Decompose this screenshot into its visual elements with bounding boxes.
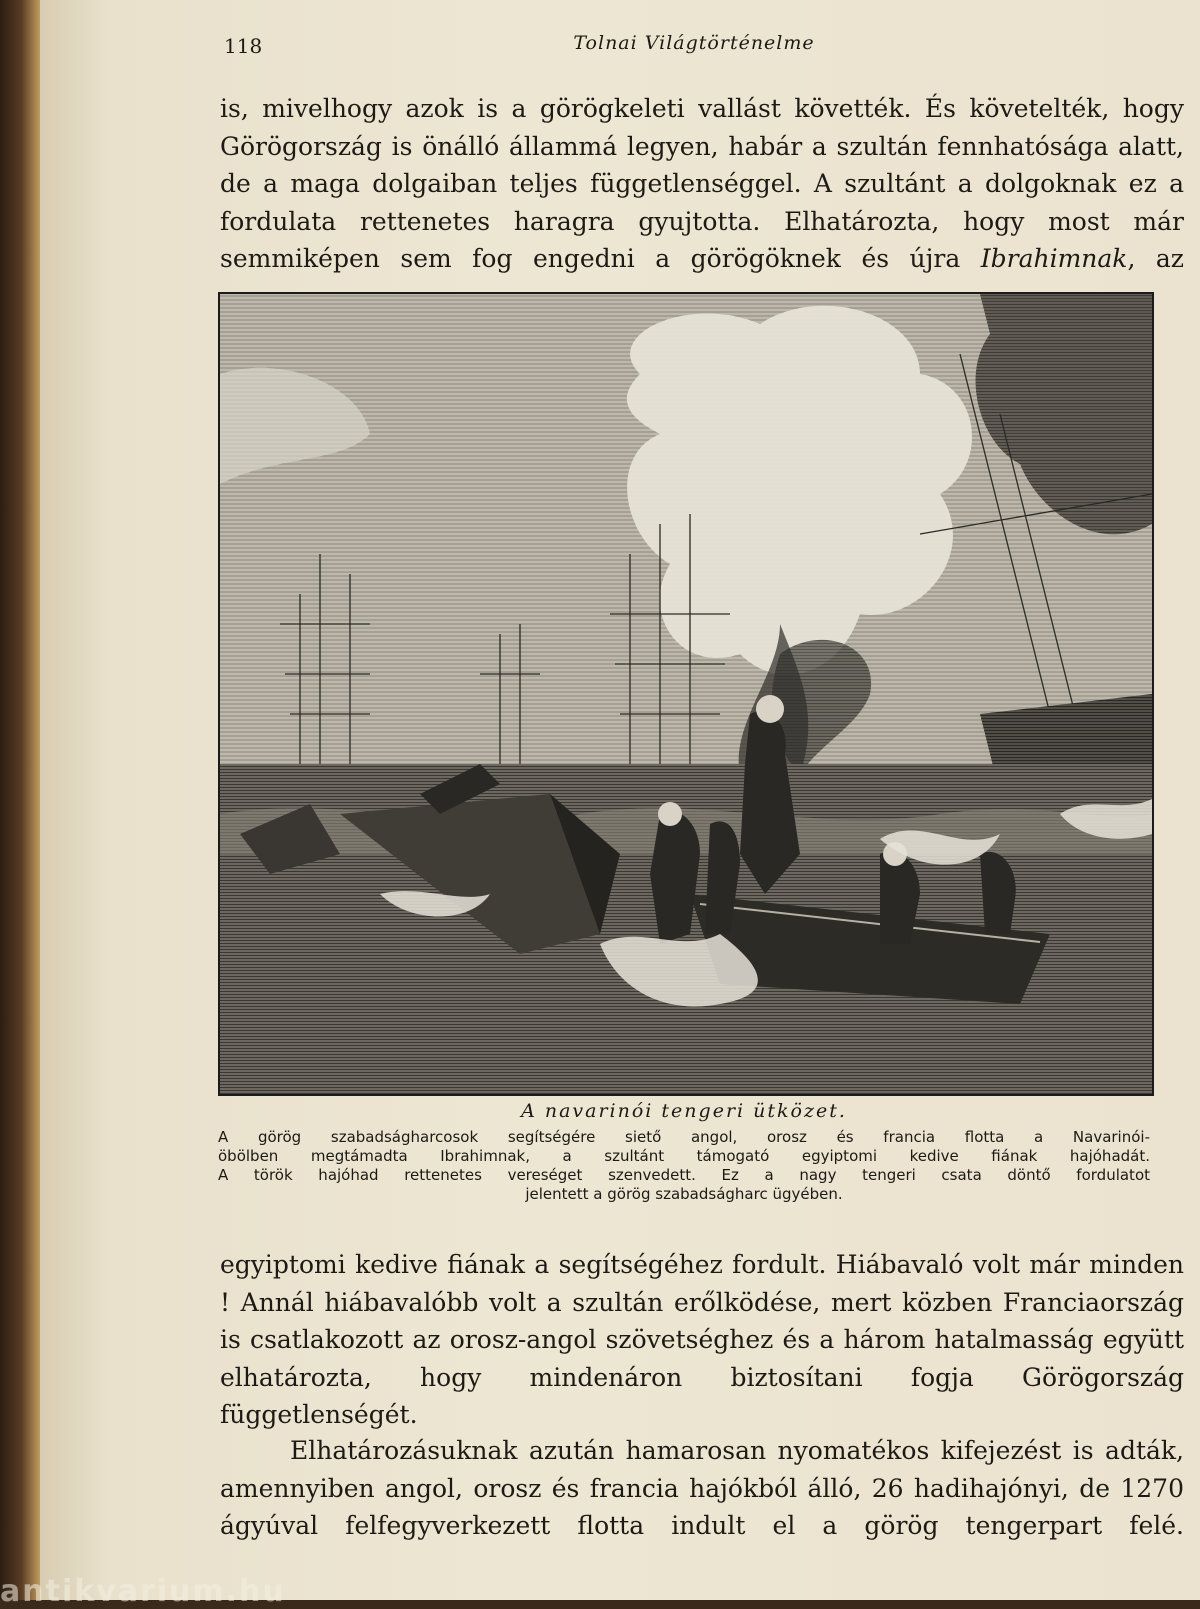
paragraph-2: egyiptomi kedive fiának a segítségéhez fordult. Hiábavaló volt már minden ! Annál hiábavalóbb volt a szultán erőlködése, mert közben Franciaország is csatlakozott az orosz-angol szövetséghez és a három hatalmasság együtt elhatározta, hogy mindenáron biztosítani fogja Görögország függetlenségét. <box>220 1250 1184 1429</box>
caption-line: öbölben megtámadta Ibrahimnak, a szultánt támogató egyiptomi kedive fiának hajóhadát. <box>218 1147 1150 1165</box>
paragraph-1-italic-name: Ibrahimnak <box>980 244 1128 273</box>
page-number: 118 <box>224 34 263 58</box>
paragraph-1-tail: , az <box>1127 244 1184 273</box>
caption-line: A görög szabadságharcosok segítségére siető angol, orosz és francia flotta a Navarinói- <box>218 1128 1150 1146</box>
page-header <box>224 34 1164 68</box>
watermark-text: antikvarium.hu <box>0 1574 286 1609</box>
book-page <box>40 0 1200 1600</box>
figure-caption-title: A navarinói tengeri ütközet. <box>521 1100 847 1122</box>
paragraph-1 <box>220 90 1184 278</box>
running-title: Tolnai Világtörténelme <box>573 32 815 54</box>
paragraph-1-text: is, mivelhogy azok is a görögkeleti vallást követték. És követelték, hogy Görögország is önálló állammá legyen, habár a szultán fennhatósága alatt, de a maga dolgaiban teljes függetlenséggel. A szultánt a dolgoknak ez a fordulata rettenetes haragra gyujtotta. Elhatározta, hogy most már semmiképen sem fog engedni a görögöknek és újra <box>220 94 1184 273</box>
naval-battle-engraving <box>220 294 1152 1094</box>
paragraph-3: Elhatározásuknak azután hamarosan nyomatékos kifejezést is adták, amennyiben angol, orosz és francia hajókból álló, 26 hadihajónyi, de 1270 ágyúval felfegyverkezett flotta indult el a görög tengerpart felé. <box>220 1436 1184 1540</box>
caption-line: jelentett a görög szabadságharc ügyében. <box>525 1185 843 1203</box>
figure-caption-body <box>218 1128 1150 1204</box>
caption-line: A török hajóhad rettenetes vereséget szenvedett. Ez a nagy tengeri csata döntő fordulatot <box>218 1166 1150 1184</box>
engraving-illustration <box>218 292 1154 1096</box>
